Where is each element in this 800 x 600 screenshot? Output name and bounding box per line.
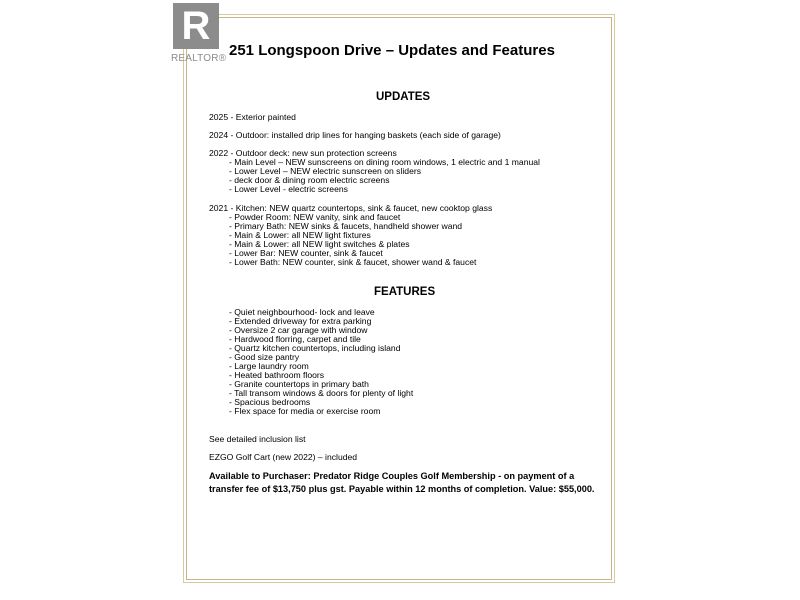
update-2025: 2025 - Exterior painted bbox=[209, 112, 296, 122]
update-2021-line: - Primary Bath: NEW sinks & faucets, handheld shower wand bbox=[229, 221, 463, 231]
update-2021-line: 2021 - Kitchen: NEW quartz countertops, sink & faucet, new cooktop glass bbox=[209, 203, 493, 213]
feature-item: - Good size pantry bbox=[229, 352, 300, 362]
inclusion-note: See detailed inclusion list bbox=[209, 434, 306, 444]
feature-item: - Tall transom windows & doors for plenty of light bbox=[229, 388, 414, 398]
update-2021-line: - Lower Bath: NEW counter, sink & faucet, shower wand & faucet bbox=[229, 257, 477, 267]
feature-item: - Quartz kitchen countertops, including island bbox=[229, 343, 401, 353]
golf-cart-note: EZGO Golf Cart (new 2022) – included bbox=[209, 452, 358, 462]
realtor-wordmark: REALTOR® bbox=[171, 53, 227, 64]
feature-item: - Extended driveway for extra parking bbox=[229, 316, 372, 326]
feature-item: - Granite countertops in primary bath bbox=[229, 379, 369, 389]
update-2022-line: - Lower Level - electric screens bbox=[229, 184, 348, 194]
feature-item: - Flex space for media or exercise room bbox=[229, 406, 381, 416]
realtor-logo bbox=[171, 3, 227, 65]
realtor-r-mark: R bbox=[173, 3, 219, 49]
feature-item: - Heated bathroom floors bbox=[229, 370, 325, 380]
feature-item: - Large laundry room bbox=[229, 361, 309, 371]
update-2022-line: - Main Level – NEW sunscreens on dining room windows, 1 electric and 1 manual bbox=[229, 157, 540, 167]
feature-item: - Quiet neighbourhood- lock and leave bbox=[229, 307, 375, 317]
update-2021-line: - Main & Lower: all NEW light fixtures bbox=[229, 230, 371, 240]
update-2021-line: - Lower Bar: NEW counter, sink & faucet bbox=[229, 248, 383, 258]
updates-heading: UPDATES bbox=[376, 91, 431, 103]
membership-note: Available to Purchaser: Predator Ridge Couples Golf Membership - on payment of a transfer fee of $13,750 plus gst. Payable within 12 months of completion. Value: $55,000. bbox=[209, 471, 595, 494]
update-2021-line: - Main & Lower: all NEW light switches & plates bbox=[229, 239, 410, 249]
feature-item: - Spacious bedrooms bbox=[229, 397, 311, 407]
feature-item: - Hardwood florring, carpet and tile bbox=[229, 334, 361, 344]
update-2024: 2024 - Outdoor: installed drip lines for hanging baskets (each side of garage) bbox=[209, 130, 501, 140]
update-2021-line: - Powder Room: NEW vanity, sink and faucet bbox=[229, 212, 401, 222]
update-2022-line: - Lower Level – NEW electric sunscreen on sliders bbox=[229, 166, 422, 176]
features-heading: FEATURES bbox=[374, 286, 436, 298]
document-title: 251 Longspoon Drive – Updates and Features bbox=[229, 42, 555, 59]
feature-item: - Oversize 2 car garage with window bbox=[229, 325, 368, 335]
update-2022-line: - deck door & dining room electric screens bbox=[229, 175, 390, 185]
update-2022-line: 2022 - Outdoor deck: new sun protection screens bbox=[209, 148, 397, 158]
